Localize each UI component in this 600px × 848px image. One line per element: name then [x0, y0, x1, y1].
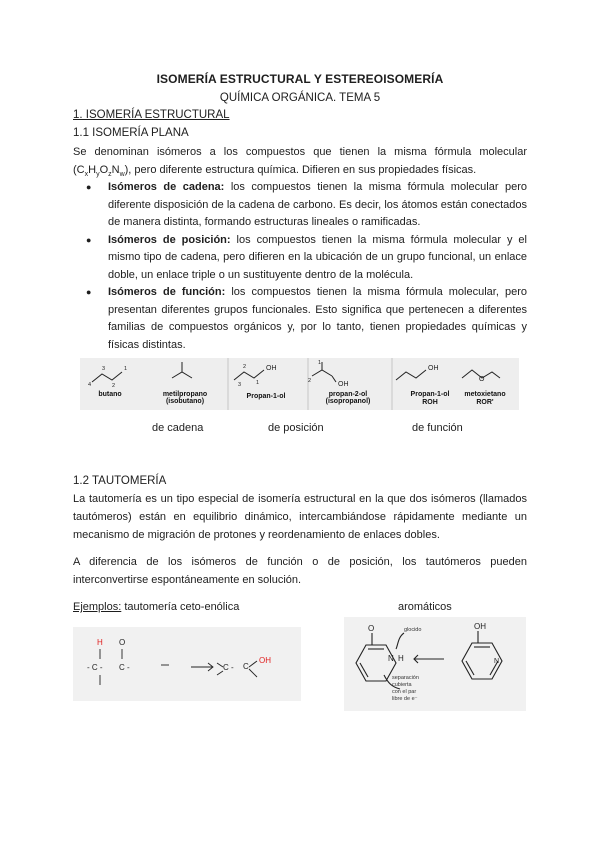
label-propan-1-ol-b: Propan-1-ol [410, 391, 450, 398]
hydrogen-atom: H [97, 638, 103, 647]
subsection-heading-plana: 1.1 ISOMERÍA PLANA [73, 127, 189, 139]
ether-oxygen: O [479, 376, 485, 383]
document-title: ISOMERÍA ESTRUCTURAL Y ESTEREOISOMERÍA [156, 72, 444, 86]
annotation: separación [392, 675, 419, 681]
carbon-chain: - C - [87, 663, 103, 672]
aromatic-svg [344, 617, 526, 711]
label-isopropanol: (isopropanol) [325, 398, 371, 405]
label-isobutano: (isobutano) [165, 398, 205, 405]
label-propan-1-ol: Propan-1-ol [246, 393, 286, 400]
carbon-chain: C - [119, 663, 130, 672]
label-ror: ROR' [476, 399, 494, 406]
oh-group: OH [428, 365, 439, 372]
annotation: con el par [392, 689, 417, 695]
annotation: cubierta [392, 682, 412, 688]
label-roh: ROH [422, 399, 438, 406]
keto-enol-sketch [73, 627, 301, 701]
list-item: ● Isómeros de cadena: los compuestos tienen la misma fórmula molecular pero diferente disposición de la cadena de carbono. Es decir, los átomos están conectados de manera distinta, formando estructuras lineales o ramificadas. [86, 181, 527, 228]
oxygen-atom: O [119, 638, 126, 647]
structures-svg [80, 358, 519, 410]
tautomeria-paragraph-2: A diferencia de los isómeros de función o de posición, los tautómeros pueden interconvertirse espontáneamente en solución. [73, 556, 527, 586]
atom-number: 1 [318, 360, 322, 366]
label-propan-2-ol: propan-2-ol [328, 391, 368, 398]
section-heading-structural: 1. ISOMERÍA ESTRUCTURAL [73, 109, 230, 121]
document-subtitle: QUÍMICA ORGÁNICA. TEMA 5 [219, 92, 381, 104]
intro-paragraph: Se denominan isómeros a los compuestos que tienen la misma fórmula molecular $(C_xH_yO_zN_w)$, pero diferente estructura química. Difieren en sus propiedades físicas. [73, 146, 527, 179]
annotation: libre de e⁻ [392, 696, 418, 702]
enol-carbon: C - [223, 663, 234, 672]
list-item: ● Isómeros de función: los compuestos tienen la misma fórmula molecular, pero presentan diferentes grupos funcionales. Esto significa que pertenecen a diferentes familias de compuestos orgánicos y, por lo tanto, tienen propiedades químicas y físicas distintas. [86, 286, 527, 351]
atom-number: 1 [256, 380, 260, 386]
atom-number: 2 [112, 383, 116, 389]
subsection-heading-tautomeria: 1.2 TAUTOMERÍA [73, 475, 167, 487]
examples-line: Ejemplos: tautomería ceto-enólica [73, 601, 240, 613]
oh-group: OH [338, 381, 349, 388]
atom-number: 2 [308, 378, 312, 384]
atom-number: 1 [124, 366, 128, 372]
tautomeria-paragraph-1: La tautomería es un tipo especial de isomería estructural en la que dos isómeros (llamados tautómeros) están en equilibrio dinámico, intercambiándose rápidamente mediante un mecanismo de migración de protones y reordenamiento de enlaces dobles. [73, 493, 527, 541]
enol-carbon: C [243, 662, 249, 671]
isomer-structures-figure [80, 358, 519, 410]
caption-posicion: de posición [268, 422, 324, 434]
atom-number: 3 [102, 366, 106, 372]
hydroxyl-group: OH [474, 622, 486, 631]
keto-enol-svg [73, 627, 301, 701]
label-metoxietano: metoxietano [464, 391, 506, 398]
aromatic-sketch [344, 617, 526, 711]
oh-group: OH [266, 365, 277, 372]
atom-number: 2 [243, 364, 247, 370]
aromatic-label: aromáticos [398, 601, 452, 613]
caption-funcion: de función [412, 422, 463, 434]
atom-number: 4 [88, 382, 92, 388]
atom-number: 3 [238, 382, 242, 388]
list-item: ● Isómeros de posición: los compuestos tienen la misma fórmula molecular y el mismo tipo de cadena, pero difieren en la ubicación de un grupo funcional, un enlace doble, un enlace triple o un sustituyente dentro de la molécula. [86, 233, 527, 281]
nh-hydrogen: H [398, 654, 404, 663]
annotation: glocido [404, 627, 422, 633]
label-metilpropano: metilpropano [162, 391, 208, 398]
ring-nitrogen: N [494, 658, 500, 665]
ring-nitrogen: N [388, 654, 394, 663]
carbonyl-oxygen: O [368, 624, 375, 633]
hydroxyl-group: OH [259, 656, 271, 665]
isomer-types-list [82, 179, 527, 354]
caption-cadena: de cadena [152, 422, 204, 434]
label-butano: butano [98, 391, 122, 398]
